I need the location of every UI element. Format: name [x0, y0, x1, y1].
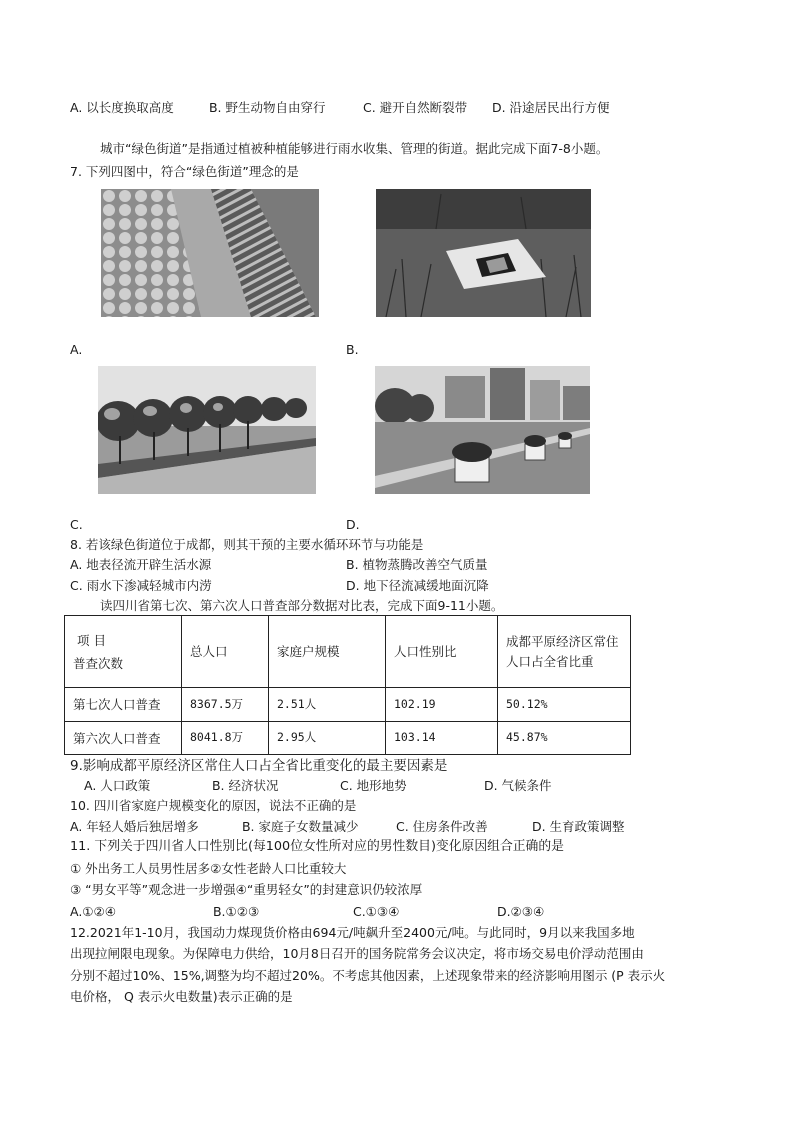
q12-line-2: 出现拉闸限电现象。为保障电力供给，10月8日召开的国务院常务会议决定，将市场交易电价浮动范围由: [70, 946, 644, 961]
q11-option-b: B.①②③: [212, 904, 260, 919]
table-cell: 8041.8万: [182, 722, 269, 755]
q7-stem: 7. 下列四图中，符合“绿色街道”理念的是: [70, 164, 299, 179]
table-cell: 102.19: [386, 688, 498, 722]
column-header: 成都平原经济区常住人口占全省比重: [498, 616, 631, 688]
q7-label-c: C.: [70, 517, 83, 532]
q11-stem: 11. 下列关于四川省人口性别比(每100位女性所对应的男性数目)变化原因组合正确的是: [70, 839, 564, 854]
q8-stem: 8. 若该绿色街道位于成都，则其干预的主要水循环环节与功能是: [70, 537, 424, 552]
q9-option-b: B. 经济状况: [211, 778, 279, 793]
table-cell: 45.87%: [498, 722, 631, 755]
table-cell: 2.95人: [269, 722, 386, 755]
q9-option-c: C. 地形地势: [339, 778, 407, 793]
q8-option-c: C. 雨水下渗减轻城市内涝: [70, 578, 212, 593]
q10-stem: 10. 四川省家庭户规模变化的原因，说法不正确的是: [70, 798, 357, 813]
q7-label-a: A.: [70, 342, 83, 357]
q9-option-a: A. 人口政策: [84, 778, 151, 793]
table-cell: 2.51人: [269, 688, 386, 722]
row-label: 第七次人口普查: [65, 688, 182, 722]
intro-7-8: 城市“绿色街道”是指通过植被种植能够进行雨水收集、管理的街道。据此完成下面7-8小题。: [100, 141, 609, 156]
q11-option-a: A.①②④: [70, 904, 116, 919]
q7-label-d: D.: [346, 517, 360, 532]
q9-options: [84, 778, 552, 793]
q12-line-1: 12.2021年1-10月，我国动力煤现货价格由694元/吨飙升至2400元/吨。与此同时，9月以来我国多地: [70, 925, 635, 940]
q6-option-a: A. 以长度换取高度: [70, 100, 174, 115]
q10-options: [70, 819, 625, 834]
q12-line-3: 分别不超过10%、15%,调整为均不超过20%。不考虑其他因素，上述现象带来的经济影响用图示 (P 表示火: [70, 968, 666, 983]
photo-a-paving-drain: [101, 189, 319, 317]
q6-option-d: D. 沿途居民出行方便: [491, 100, 610, 115]
q10-option-c: C. 住房条件改善: [395, 819, 488, 834]
q10-option-b: B. 家庭子女数量减少: [241, 819, 359, 834]
q11-option-c: C.①③④: [352, 904, 400, 919]
table-row: [65, 722, 631, 755]
q6-options: [70, 100, 610, 115]
table-cell: 50.12%: [498, 688, 631, 722]
q8-option-d: D. 地下径流减缓地面沉降: [346, 578, 489, 593]
table-row: [65, 688, 631, 722]
column-header: 人口性别比: [386, 616, 498, 688]
q11-options: [70, 904, 544, 919]
q6-option-c: C. 避开自然断裂带: [362, 100, 468, 115]
table-cell: 103.14: [386, 722, 498, 755]
q11-line-2: ③ “男女平等”观念进一步增强④“重男轻女”的封建意识仍较浓厚: [70, 882, 423, 897]
q11-option-d: D.②③④: [496, 904, 545, 919]
q8-option-a: A. 地表径流开辟生活水源: [70, 557, 212, 572]
q12-line-4: 电价格， Q 表示火电数量)表示正确的是: [70, 989, 293, 1004]
q10-option-a: A. 年轻人婚后独居增多: [70, 819, 199, 834]
table-cell: 8367.5万: [182, 688, 269, 722]
column-header: 家庭户规模: [269, 616, 386, 688]
q8-option-b: B. 植物蒸腾改善空气质量: [346, 557, 488, 572]
intro-9-11: 读四川省第七次、第六次人口普查部分数据对比表，完成下面9-11小题。: [100, 598, 504, 613]
row-label: 第六次人口普查: [65, 722, 182, 755]
photo-c-tree-lined-road: [98, 366, 316, 494]
q7-label-b: B.: [346, 342, 359, 357]
q9-option-d: D. 气候条件: [483, 778, 552, 793]
q9-stem: 9.影响成都平原经济区常住人口占全省比重变化的最主要因素是: [70, 758, 448, 774]
table-header-row: [65, 616, 631, 688]
header-census-label: 普查次数: [73, 655, 124, 671]
photo-b-grass-drain: [376, 189, 591, 317]
census-table: [64, 615, 631, 755]
table-corner-cell: [65, 616, 182, 688]
q11-line-1: ① 外出务工人员男性居多②女性老龄人口比重较大: [70, 861, 347, 876]
q6-option-b: B. 野生动物自由穿行: [208, 100, 326, 115]
header-item-label: 项 目: [77, 632, 106, 648]
photo-d-street-planters: [375, 366, 590, 494]
column-header: 总人口: [182, 616, 269, 688]
q10-option-d: D. 生育政策调整: [531, 819, 625, 834]
